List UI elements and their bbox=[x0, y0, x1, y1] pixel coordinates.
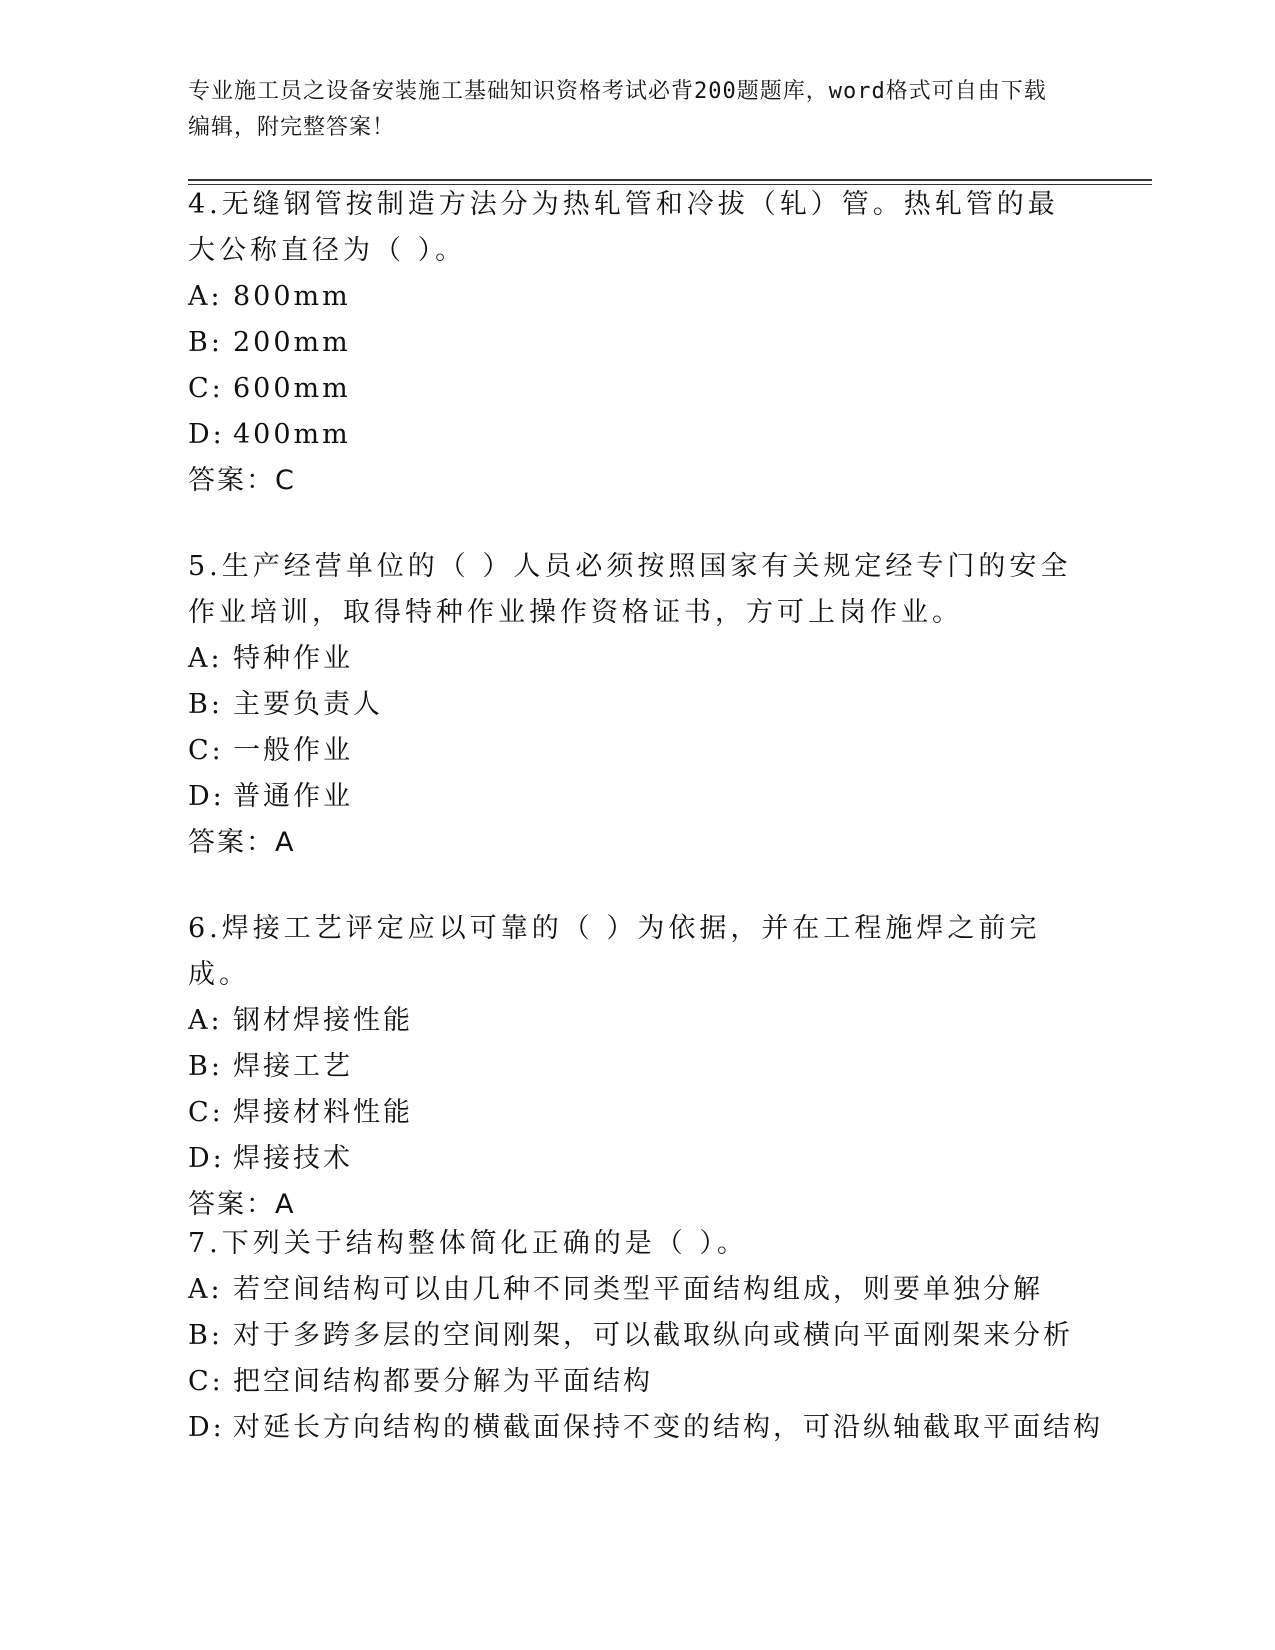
option-b bbox=[188, 320, 1088, 366]
option-d bbox=[188, 412, 1088, 458]
option-text: 600mm bbox=[233, 373, 351, 404]
option-key: A: bbox=[188, 1005, 223, 1036]
question-text: 5.生产经营单位的（ ）人员必须按照国家有关规定经专门的安全作业培训，取得特种作业操作资格证书，方可上岗作业。 bbox=[188, 551, 1072, 628]
option-key: B: bbox=[188, 689, 223, 720]
option-text: 普通作业 bbox=[233, 781, 353, 812]
option-text: 一般作业 bbox=[233, 735, 353, 766]
option-c bbox=[188, 728, 1088, 774]
option-text: 钢材焊接性能 bbox=[233, 1005, 413, 1036]
question-7 bbox=[188, 1221, 1103, 1451]
option-key: D: bbox=[188, 419, 225, 450]
option-a bbox=[188, 636, 1088, 682]
option-text: 若空间结构可以由几种不同类型平面结构组成，则要单独分解 bbox=[233, 1274, 1043, 1305]
option-a bbox=[188, 274, 1088, 320]
option-text: 对于多跨多层的空间刚架，可以截取纵向或横向平面刚架来分析 bbox=[233, 1320, 1073, 1351]
option-key: B: bbox=[188, 1051, 223, 1082]
answer: 答案：C bbox=[188, 465, 296, 496]
option-c bbox=[188, 1359, 1088, 1405]
option-text: 把空间结构都要分解为平面结构 bbox=[233, 1366, 653, 1397]
option-key: D: bbox=[188, 1412, 225, 1443]
option-key: C: bbox=[188, 735, 224, 766]
option-text: 主要负责人 bbox=[233, 689, 383, 720]
option-d bbox=[188, 1136, 1088, 1182]
option-text: 200mm bbox=[233, 327, 351, 358]
header-rule-thick bbox=[188, 179, 1152, 181]
option-text: 焊接工艺 bbox=[233, 1051, 353, 1082]
question-text: 4.无缝钢管按制造方法分为热轧管和冷拔（轧）管。热轧管的最大公称直径为（ ）。 bbox=[188, 189, 1059, 266]
option-key: D: bbox=[188, 781, 225, 812]
option-text: 对延长方向结构的横截面保持不变的结构，可沿纵轴截取平面结构 bbox=[233, 1412, 1103, 1443]
option-key: C: bbox=[188, 373, 224, 404]
question-text: 7.下列关于结构整体简化正确的是（ ）。 bbox=[188, 1228, 748, 1259]
option-c bbox=[188, 1090, 1088, 1136]
option-text: 800mm bbox=[233, 281, 351, 312]
question-4 bbox=[188, 182, 1088, 504]
option-b bbox=[188, 1313, 1088, 1359]
option-key: A: bbox=[188, 281, 223, 312]
question-5 bbox=[188, 544, 1088, 866]
option-key: B: bbox=[188, 1320, 223, 1351]
option-key: B: bbox=[188, 327, 223, 358]
option-key: A: bbox=[188, 643, 223, 674]
option-key: A: bbox=[188, 1274, 223, 1305]
option-text: 焊接材料性能 bbox=[233, 1097, 413, 1128]
option-key: C: bbox=[188, 1366, 224, 1397]
option-a bbox=[188, 998, 1088, 1044]
option-text: 特种作业 bbox=[233, 643, 353, 674]
option-b bbox=[188, 682, 1088, 728]
option-c bbox=[188, 366, 1088, 412]
option-b bbox=[188, 1044, 1088, 1090]
option-d bbox=[188, 1405, 1103, 1451]
option-text: 焊接技术 bbox=[233, 1143, 353, 1174]
option-key: C: bbox=[188, 1097, 224, 1128]
question-6 bbox=[188, 906, 1088, 1228]
answer: 答案：A bbox=[188, 1189, 296, 1220]
option-d bbox=[188, 774, 1088, 820]
option-text: 400mm bbox=[233, 419, 351, 450]
option-a bbox=[188, 1267, 1088, 1313]
question-text: 6.焊接工艺评定应以可靠的（ ）为依据，并在工程施焊之前完成。 bbox=[188, 913, 1041, 990]
document-header: 专业施工员之设备安装施工基础知识资格考试必背200题题库，word格式可自由下载编辑，附完整答案！ bbox=[188, 79, 1047, 140]
option-key: D: bbox=[188, 1143, 225, 1174]
answer: 答案：A bbox=[188, 827, 296, 858]
